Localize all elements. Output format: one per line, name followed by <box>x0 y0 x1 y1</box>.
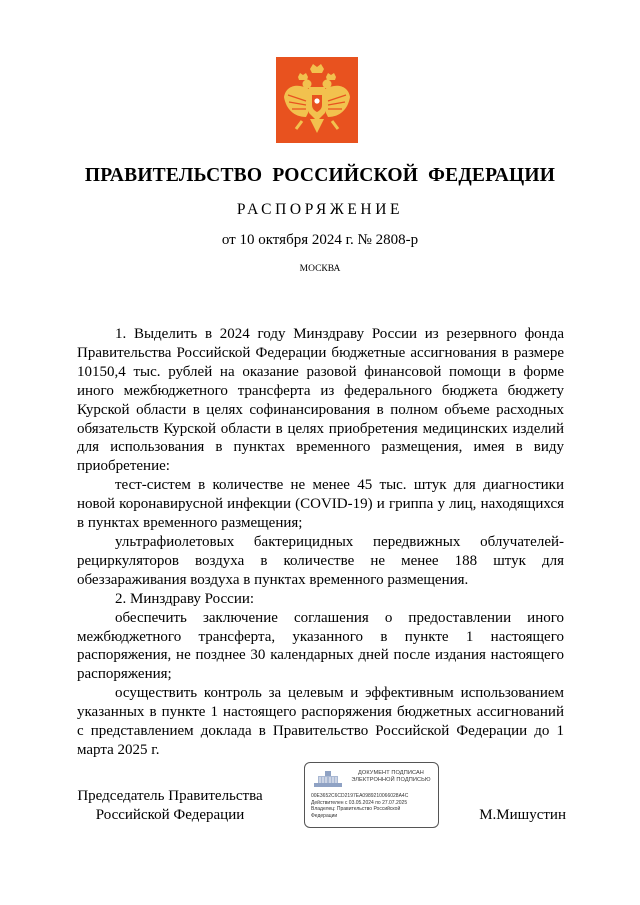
stamp-details <box>311 793 437 819</box>
document-date-number: от 10 октября 2024 г. № 2808-р <box>221 232 419 248</box>
signatory-name: М.Мишустин <box>479 807 566 823</box>
electronic-signature-stamp <box>304 762 439 828</box>
coat-of-arms-icon <box>276 57 358 143</box>
signatory-position <box>60 787 280 825</box>
signatory-position-line2: Российской Федерации <box>95 806 245 823</box>
document-type: РАСПОРЯЖЕНИЕ <box>236 201 404 218</box>
stamp-owner-line1: Владелец: Правительство Российской <box>311 806 401 813</box>
government-title: ПРАВИТЕЛЬСТВО РОССИЙСКОЙ ФЕДЕРАЦИИ <box>84 165 556 186</box>
stamp-validity: Действителен с 03.05.2024 по 27.07.2025 <box>311 799 408 806</box>
paragraph-2a: обеспечить заключение соглашения о предоставлении иного межбюджетного трансферта, указанного в пункте 1 настоящего распоряжения, не позднее 30 календарных дней после издания настоящего распоряжения; <box>77 609 564 683</box>
government-building-icon <box>313 769 343 789</box>
stamp-title-line2: ЭЛЕКТРОННОЙ ПОДПИСЬЮ <box>351 777 431 783</box>
stamp-certificate: 00E3652C6CD2197EA0989210066028A4C <box>311 793 409 799</box>
paragraph-2b: осуществить контроль за целевым и эффективным использованием указанных в пункте 1 настоящего распоряжения бюджетных ассигнований с представлением доклада в Правительство Российской Федерации до 1 марта 2025 г. <box>77 685 564 758</box>
stamp-title-line1: ДОКУМЕНТ ПОДПИСАН <box>358 770 424 776</box>
signatory-position-line1: Председатель Правительства <box>77 788 263 804</box>
paragraph-1: 1. Выделить в 2024 году Минздраву России из резервного фонда Правительства Российской Федерации бюджетные ассигнования в размере 10150,4 тыс. рублей на оказание разовой финансовой помощи в форме иного межбюджетного трансферта из федерального бюджета бюджету Курской области в целях софинансирования в полном объеме расходных обязательств Курской области в целях приобретения медицинских изделий для использования в пунктах временного размещения, имея в виду приобретение: <box>77 326 564 475</box>
paragraph-2: 2. Минздраву России: <box>115 590 255 607</box>
paragraph-1a: тест-систем в количестве не менее 45 тыс. штук для диагностики новой коронавирусной инфекции (COVID-19) и гриппа у лиц, находящихся в пунктах временного размещения; <box>77 477 564 532</box>
stamp-title <box>345 770 437 784</box>
document-body <box>77 325 564 760</box>
document-city: МОСКВА <box>299 264 341 274</box>
paragraph-1b: ультрафиолетовых бактерицидных передвижных облучателей-рециркуляторов воздуха в количестве не менее 188 штук для обеззараживания воздуха в пунктах временного размещения. <box>77 533 564 588</box>
stamp-owner-line2: Федерации <box>311 812 338 819</box>
